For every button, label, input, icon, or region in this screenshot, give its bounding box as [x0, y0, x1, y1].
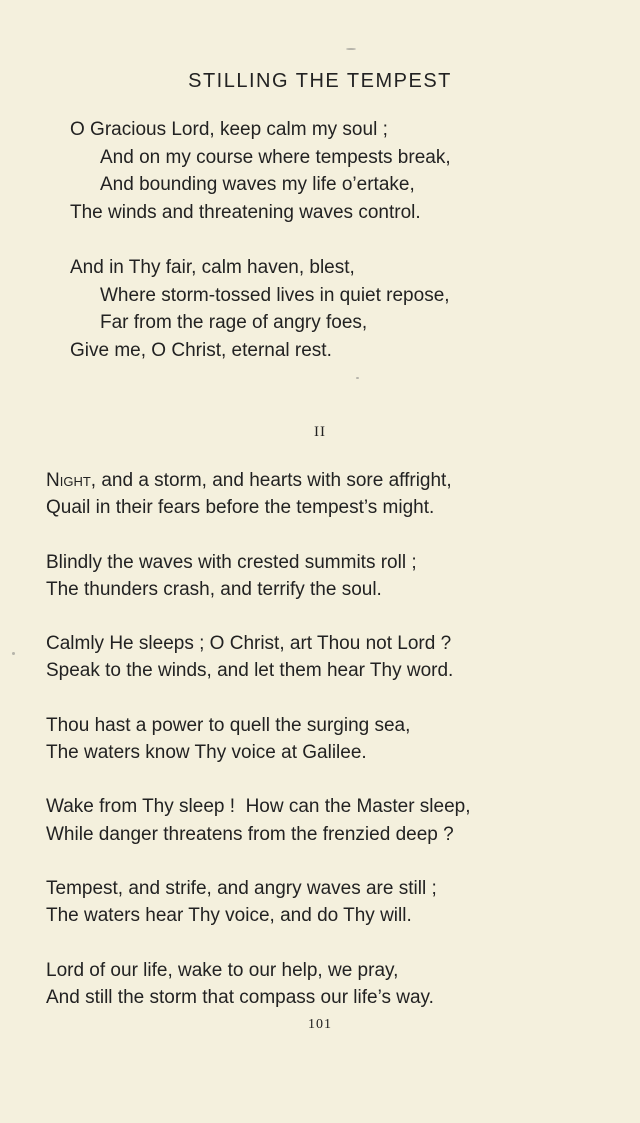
couplet [46, 630, 471, 685]
verse-line: And bounding waves my life o’ertake, [100, 174, 415, 195]
couplet [46, 712, 471, 767]
verse-line: The waters know Thy voice at Galilee. [46, 742, 367, 764]
verse-line: Speak to the winds, and let them hear Thy word. [46, 660, 454, 682]
verse-line: Calmly He sleeps ; O Christ, art Thou not Lord ? [46, 633, 452, 655]
verse-line: Wake from Thy sleep ! How can the Master sleep, [46, 796, 471, 818]
small-caps-opening-word: Night [46, 470, 91, 491]
verse-line: Blindly the waves with crested summits roll ; [46, 551, 417, 573]
verse-line: Where storm-tossed lives in quiet repose, [100, 284, 450, 306]
stanza-2 [70, 254, 450, 364]
couplet [46, 957, 471, 1012]
verse-line: The winds and threatening waves control. [70, 201, 421, 223]
print-speck [346, 48, 356, 50]
print-speck [356, 377, 359, 379]
verse-line: And in Thy fair, calm haven, blest, [70, 257, 355, 278]
poem-title: STILLING THE TEMPEST [188, 70, 452, 92]
couplet [46, 793, 471, 848]
part-two-poem [46, 467, 471, 1011]
verse-line: The thunders crash, and terrify the soul. [46, 578, 382, 600]
print-speck [12, 652, 15, 655]
couplet [46, 549, 471, 604]
verse-line: And still the storm that compass our life’s way. [46, 986, 434, 1008]
verse-line: Tempest, and strife, and angry waves are still ; [46, 877, 437, 899]
verse-line: While danger threatens from the frenzied deep ? [46, 823, 454, 845]
couplet [46, 467, 471, 522]
section-numeral: II [314, 424, 326, 440]
verse-line [46, 467, 471, 494]
verse-line: Thou hast a power to quell the surging sea, [46, 714, 411, 736]
verse-line: Far from the rage of angry foes, [100, 312, 368, 333]
verse-line-rest: , and a storm, and hearts with sore affright, [90, 470, 452, 491]
couplet [46, 875, 471, 930]
verse-line: Give me, O Christ, eternal rest. [70, 339, 332, 361]
verse-line: Quail in their fears before the tempest’s might. [46, 497, 435, 519]
verse-line: The waters hear Thy voice, and do Thy will. [46, 905, 412, 927]
page-number: 101 [308, 1017, 332, 1032]
verse-line: O Gracious Lord, keep calm my soul ; [70, 119, 388, 140]
verse-line: And on my course where tempests break, [100, 146, 451, 168]
verse-line: Lord of our life, wake to our help, we pray, [46, 959, 399, 981]
stanza-1 [70, 116, 451, 226]
